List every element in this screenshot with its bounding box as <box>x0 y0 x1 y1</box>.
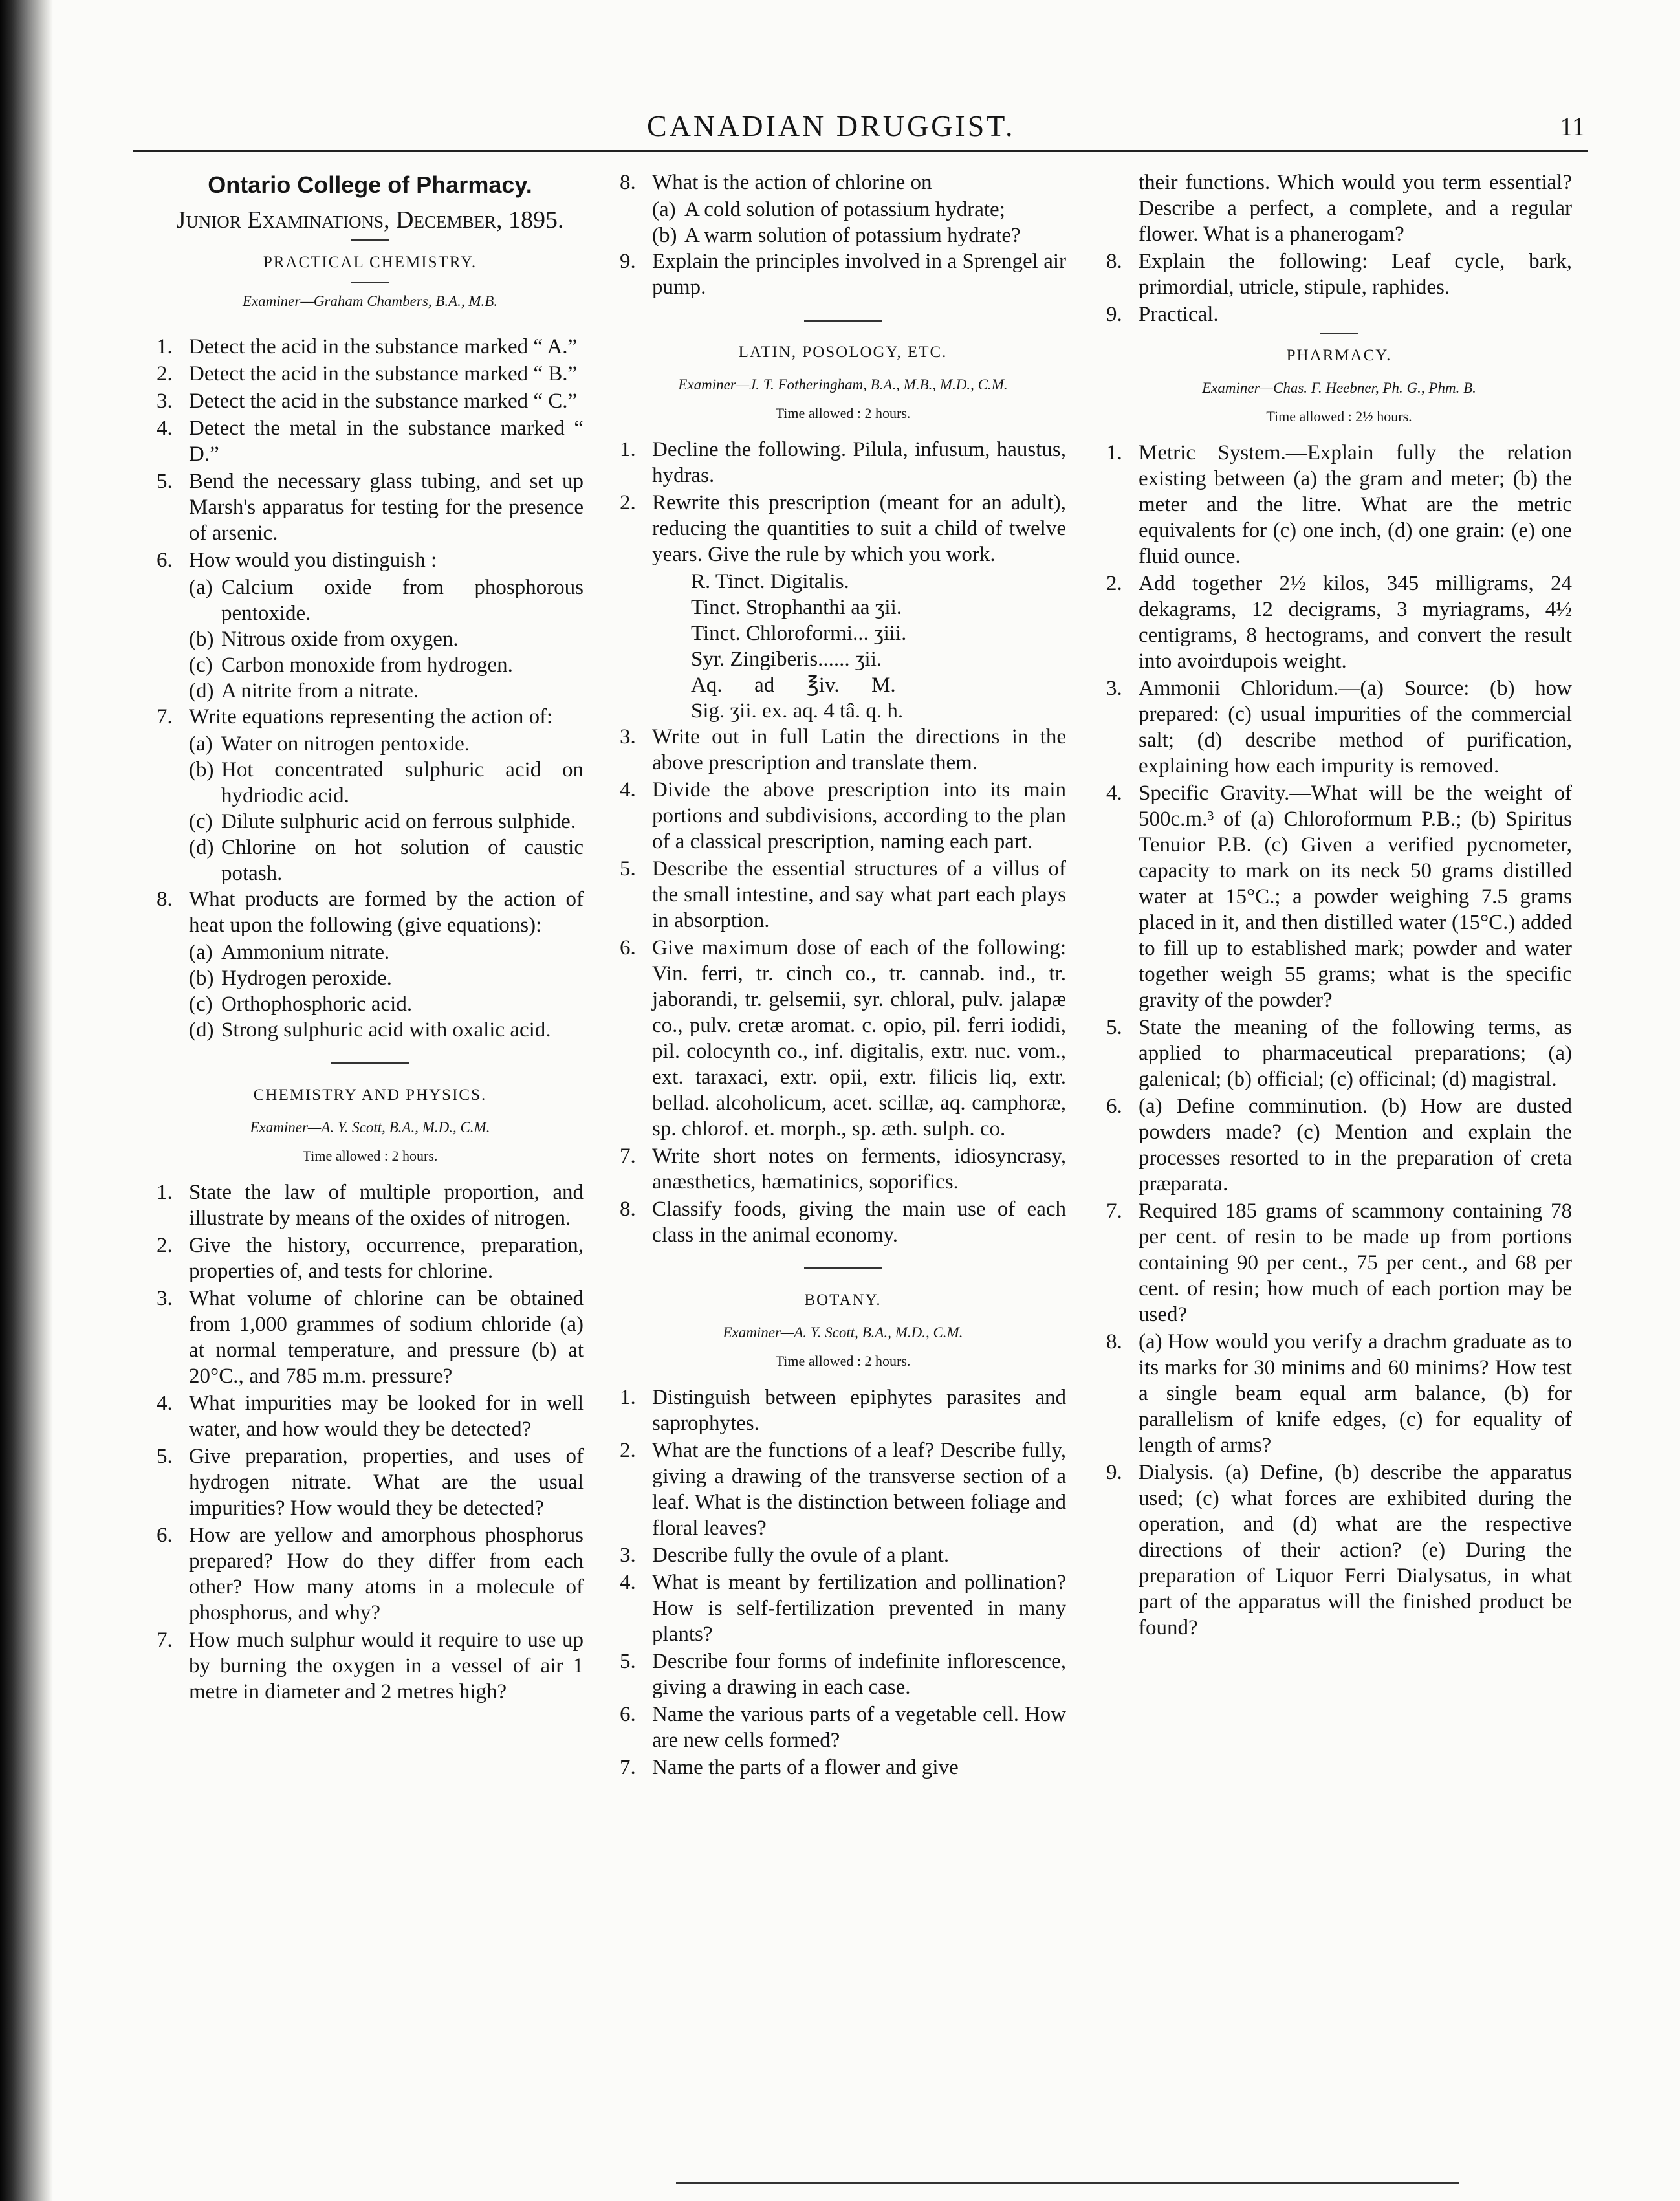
time-allowed: Time allowed : 2½ hours. <box>1266 408 1412 424</box>
question: 1. Decline the following. Pilula, infusum, haustus, hydras. <box>620 438 1066 487</box>
divider <box>351 239 389 241</box>
section-heading-botany: BOTANY. <box>804 1291 882 1309</box>
question: 5. Describe four forms of indefinite inflorescence, giving a drawing in each case. <box>620 1650 1066 1699</box>
sub-question: (d) Strong sulphuric acid with oxalic acid. <box>189 1018 551 1042</box>
question: 7. Write equations representing the action of: <box>157 705 553 728</box>
question: 1. Metric System.—Explain fully the relation existing between (a) the gram and meter; (b) the meter and the litre. What are the metric equivalents for (c) one inch, (d) one grain: (e) one fluid ounce. <box>1106 441 1572 568</box>
question: 6. How are yellow and amorphous phosphorus prepared? How do they differ from each other? How many atoms in a molecule of phosphorus, and why? <box>157 1524 584 1625</box>
question: 8. What is the action of chlorine on <box>620 171 932 194</box>
examiner-line: Examiner—Graham Chambers, B.A., M.B. <box>242 293 498 309</box>
section-heading-latin: LATIN, POSOLOGY, ETC. <box>738 344 948 361</box>
question: 8. (a) How would you verify a drachm graduate as to its marks for 30 minims and 60 minims? How test a single beam equal arm balance, (b) for parallelism of knife edges, (c) for equality of length of arms? <box>1106 1330 1572 1457</box>
divider <box>1320 333 1358 334</box>
prescription-line: Aq. ad ℥iv. M. <box>691 673 896 697</box>
sub-question: (a) Water on nitrogen pentoxide. <box>189 732 470 756</box>
question: 7. Required 185 grams of scammony containing 78 per cent. of resin to be made up from portions containing 90 per cent., 75 per cent., and 68 per cent. of resin; how much of each portion may be used? <box>1106 1199 1572 1326</box>
question: 9. Practical. <box>1106 303 1219 326</box>
footer-rule <box>676 2182 1459 2184</box>
question: 8. Explain the following: Leaf cycle, bark, primordial, utricle, stipule, raphides. <box>1106 250 1572 299</box>
question: 9. Explain the principles involved in a Sprengel air pump. <box>620 250 1066 299</box>
time-allowed: Time allowed : 2 hours. <box>775 1353 911 1369</box>
question: 1. Distinguish between epiphytes parasites and saprophytes. <box>620 1386 1066 1435</box>
question: 3. Write out in full Latin the directions in the above prescription and translate them. <box>620 725 1066 774</box>
question: 2. Add together 2½ kilos, 345 milligrams, 24 dekagrams, 12 decigrams, 3 myriagrams, 4½ centigrams, 8 hectograms, and convert the result into avoirdupois weight. <box>1106 572 1572 673</box>
question: 3. Ammonii Chloridum.—(a) Source: (b) how prepared: (c) usual impurities of the commercial salt; (d) describe method of purification, explaining how each impurity is removed. <box>1106 677 1572 778</box>
question: 1. State the law of multiple proportion, and illustrate by means of the oxides of nitrogen. <box>157 1181 584 1230</box>
section-divider <box>804 320 882 322</box>
sub-question: (b) Nitrous oxide from oxygen. <box>189 628 459 651</box>
question: 4. Divide the above prescription into its main portions and subdivisions, according to the plan of a classical prescription, naming each part. <box>620 778 1066 853</box>
header-rule <box>133 150 1588 152</box>
time-allowed: Time allowed : 2 hours. <box>775 405 911 421</box>
question: 4. Specific Gravity.—What will be the weight of 500c.m.³ of (a) Chloroformum P.B.; (b) Spiritus Tenuior P.B. (c) Given a verified pycnometer, capacity to mark on its neck 50 grams distilled water at 15°C.; a powder weighing 7.5 grams placed in it, and then distilled water (15°C.) added to fill up to established mark; powder and water together weigh 55 grams; what is the specific gravity of the powder? <box>1106 782 1572 1012</box>
question: 1. Detect the acid in the substance marked “ A.” <box>157 335 578 358</box>
question: 5. State the meaning of the following terms, as applied to pharmaceutical preparations; (a) galenical; (b) official; (c) officinal; (d) magistral. <box>1106 1016 1572 1091</box>
question: 6. How would you distinguish : <box>157 549 437 572</box>
sub-question: (d) A nitrite from a nitrate. <box>189 679 419 703</box>
sub-question: (b) Hydrogen peroxide. <box>189 967 392 990</box>
question: 2. Detect the acid in the substance marked “ B.” <box>157 362 578 386</box>
question: 6. Name the various parts of a vegetable cell. How are new cells formed? <box>620 1703 1066 1752</box>
sub-question: (d) Chlorine on hot solution of caustic potash. <box>189 836 584 885</box>
time-allowed: Time allowed : 2 hours. <box>302 1148 438 1164</box>
column-1 <box>157 170 584 1706</box>
section-divider <box>804 1267 882 1269</box>
question: 4. What is meant by fertilization and pollination? How is self-fertilization prevented in many plants? <box>620 1571 1066 1646</box>
question-continued: their functions. Which would you term essential? Describe a perfect, a complete, and a regular flower. What is a phanerogam? <box>1139 171 1572 246</box>
sub-question: (b) A warm solution of potassium hydrate? <box>652 224 1021 247</box>
sub-question: (a) Ammonium nitrate. <box>189 941 390 964</box>
question: 3. Describe fully the ovule of a plant. <box>620 1544 950 1567</box>
question: 2. What are the functions of a leaf? Describe fully, giving a drawing of the transverse section of a leaf. What is the distinction between foliage and floral leaves? <box>620 1439 1066 1540</box>
question: 4. Detect the metal in the substance marked “ D.” <box>157 417 584 466</box>
question: 3. What volume of chlorine can be obtained from 1,000 grammes of sodium chloride (a) at normal temperature, and pressure (b) at 20°C., and 785 m.m. pressure? <box>157 1287 584 1388</box>
divider <box>351 282 389 283</box>
question: 3. Detect the acid in the substance marked “ C.” <box>157 389 578 413</box>
examiner-line: Examiner—A. Y. Scott, B.A., M.D., C.M. <box>723 1324 963 1341</box>
question: 2. Give the history, occurrence, preparation, properties of, and tests for chlorine. <box>157 1234 584 1283</box>
page-number: 11 <box>1560 112 1585 141</box>
prescription-line: Syr. Zingiberis...... ʒii. <box>691 648 882 671</box>
sub-question: (a) Calcium oxide from phosphorous pentoxide. <box>189 576 584 625</box>
prescription-line: Sig. ʒii. ex. aq. 4 tâ. q. h. <box>691 699 904 723</box>
question: 6. Give maximum dose of each of the following: Vin. ferri, tr. cinch co., tr. cannab. ind., tr. jaborandi, tr. gelsemii, syr. chloral, pulv. jalapæ co., pulv. cretæ aromat. c. opio, pil. ferri iodidi, pil. colocynth co., inf. digitalis, extr. nuc. vom., ext. taraxaci, extr. opii, extr. filicis liq, extr. bellad. alcoholicum, acet. scillæ, aq. camphoræ, sp. chlorof. et. morph., sp. æth. sulph. co. <box>620 936 1066 1141</box>
section-heading-chemistry: CHEMISTRY AND PHYSICS. <box>253 1086 487 1104</box>
sub-question: (c) Carbon monoxide from hydrogen. <box>189 653 513 677</box>
examiner-line: Examiner—J. T. Fotheringham, B.A., M.B., M.D., C.M. <box>678 377 1008 393</box>
question: 2. Rewrite this prescription (meant for an adult), reducing the quantities to suit a child of twelve years. Give the rule by which you work. <box>620 491 1066 566</box>
question: 5. Describe the essential structures of a villus of the small intestine, and say what part each plays in absorption. <box>620 857 1066 932</box>
section-heading-practical: PRACTICAL CHEMISTRY. <box>263 254 477 271</box>
question: 4. What impurities may be looked for in well water, and how would they be detected? <box>157 1392 584 1441</box>
prescription-line: R. Tinct. Digitalis. <box>691 570 849 593</box>
sub-question: (c) Orthophosphoric acid. <box>189 992 413 1016</box>
column-2 <box>620 170 1066 1782</box>
sub-question: (b) Hot concentrated sulphuric acid on hydriodic acid. <box>189 758 584 807</box>
prescription-line: Tinct. Chloroformi... ʒiii. <box>691 622 907 645</box>
sub-question: (c) Dilute sulphuric acid on ferrous sulphide. <box>189 810 576 833</box>
prescription-line: Tinct. Strophanthi aa ʒii. <box>691 596 902 619</box>
question: 5. Bend the necessary glass tubing, and set up Marsh's apparatus for testing for the presence of arsenic. <box>157 470 584 545</box>
question: 7. How much sulphur would it require to use up by burning the oxygen in a vessel of air 1 metre in diameter and 2 metres high? <box>157 1628 584 1703</box>
exam-title: Junior Examinations, December, 1895. <box>176 206 564 234</box>
running-title: CANADIAN DRUGGIST. <box>647 109 1016 142</box>
sub-question: (a) A cold solution of potassium hydrate; <box>652 198 1005 221</box>
section-divider <box>331 1062 409 1064</box>
examiner-line: Examiner—A. Y. Scott, B.A., M.D., C.M. <box>250 1119 490 1135</box>
section-heading-pharmacy: PHARMACY. <box>1286 347 1392 364</box>
examiner-line: Examiner—Chas. F. Heebner, Ph. G., Phm. B. <box>1202 380 1476 396</box>
question: 5. Give preparation, properties, and uses of hydrogen nitrate. What are the usual impurities? How would they be detected? <box>157 1445 584 1520</box>
question: 7. Write short notes on ferments, idiosyncrasy, anæsthetics, hæmatinics, soporifics. <box>620 1144 1066 1194</box>
scan-binding-edge <box>0 0 53 2201</box>
college-title: Ontario College of Pharmacy. <box>208 171 532 198</box>
question: 6. (a) Define comminution. (b) How are dusted powders made? (c) Mention and explain the processes resorted to in the preparation of creta præparata. <box>1106 1095 1572 1196</box>
page-header <box>136 109 1585 148</box>
question: 7. Name the parts of a flower and give <box>620 1756 959 1779</box>
question: 9. Dialysis. (a) Define, (b) describe the apparatus used; (c) what forces are exhibited during the operation, and (d) what are the respective directions of their action? (e) During the preparation of Liquor Ferri Dialysatus, in what part of the apparatus will the finished product be found? <box>1106 1461 1572 1639</box>
question: 8. Classify foods, giving the main use of each class in the animal economy. <box>620 1198 1066 1247</box>
column-3 <box>1106 170 1572 1642</box>
question: 8. What products are formed by the action of heat upon the following (give equations): <box>157 888 584 937</box>
